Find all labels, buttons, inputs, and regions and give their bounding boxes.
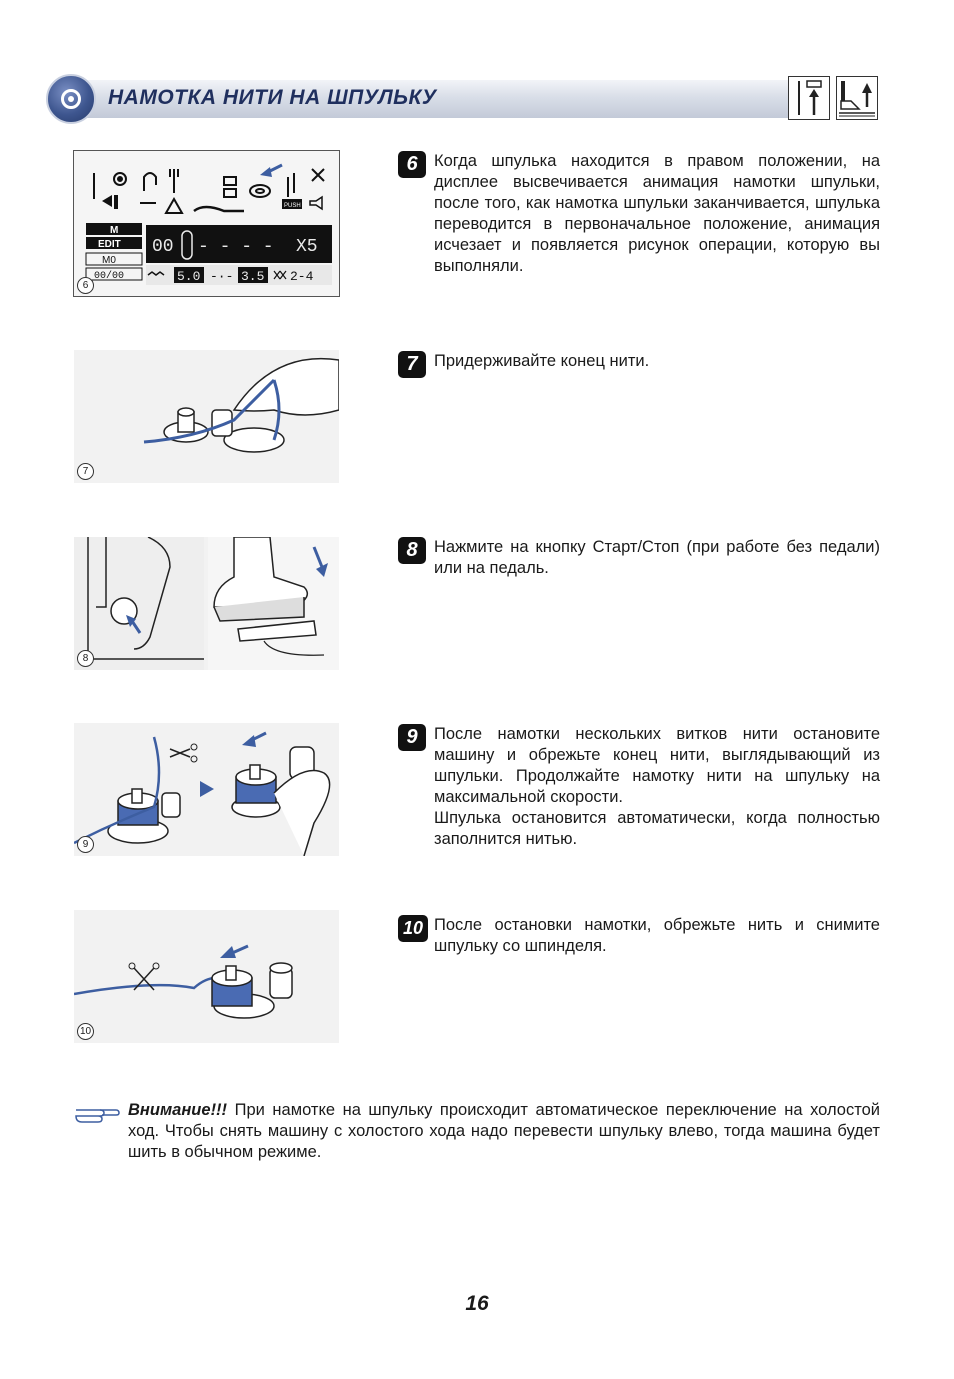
cut-thread-figure xyxy=(74,723,339,856)
page-number: 16 xyxy=(465,1292,489,1315)
mode-m-label: M xyxy=(110,225,119,236)
step-badge: 8 xyxy=(398,537,426,564)
lcd-digits-right: X5 xyxy=(296,237,318,257)
start-stop-figure xyxy=(74,537,339,670)
figure-number: 10 xyxy=(77,1023,94,1040)
mode-edit-label: EDIT xyxy=(98,239,121,250)
step-badge: 9 xyxy=(398,724,426,751)
step-text-secondary: Шпулька остановится автоматически, когда полностью заполнится нитью. xyxy=(434,809,880,848)
step-6 xyxy=(398,151,880,277)
lcd-length-value: 5.0 xyxy=(177,269,201,284)
figure-number: 6 xyxy=(77,277,94,294)
step-text: Придерживайте конец нити. xyxy=(434,352,650,370)
remove-bobbin-figure xyxy=(74,910,339,1043)
step-badge: 6 xyxy=(398,151,426,178)
note-body: При намотке на шпульку происходит автоматическое переключение на холостой ход. Чтобы снять машину с холостого хода надо перевести шпульку влево, тогда машина будет шить в обычном режиме. xyxy=(128,1101,880,1161)
lcd-display-figure xyxy=(73,150,340,297)
mode-counter-label: 00/00 xyxy=(94,271,125,282)
step-text: Когда шпулька находится в правом положении, на дисплее высвечивается анимация намотки шпульки, после того, как намотка шпульки заканчивается, шпулька переводится в первоначальное положение, анимация исчезает и появляется рисунок операции, которую вы выполняли. xyxy=(434,152,880,275)
figure-number: 8 xyxy=(77,650,94,667)
step-9 xyxy=(398,724,880,850)
step-text: Нажмите на кнопку Старт/Стоп (при работе без педали) или на педаль. xyxy=(434,538,880,577)
lcd-foot-value: 2-4 xyxy=(290,269,314,284)
note-heading: Внимание!!! xyxy=(128,1101,228,1119)
pointing-hand-icon xyxy=(74,1102,120,1124)
attention-note xyxy=(74,1100,880,1163)
hold-thread-figure xyxy=(74,350,339,483)
step-text: После намотки нескольких витков нити остановите машину и обрежьте конец нити, выглядывающий из шпульки. Продолжайте намотку нити на шпульку на максимальной скорости. xyxy=(434,725,880,806)
lcd-digits-dashes: - - - - xyxy=(198,237,274,257)
needle-up-icon xyxy=(788,76,830,120)
mode-m0-label: M0 xyxy=(102,255,116,266)
step-7 xyxy=(398,351,880,375)
page-title: НАМОТКА НИТИ НА ШПУЛЬКУ xyxy=(108,86,437,109)
note-text xyxy=(128,1100,880,1163)
step-text: После остановки намотки, обрежьте нить и снимите шпульку со шпинделя. xyxy=(434,916,880,955)
step-10 xyxy=(398,915,880,957)
step-badge: 7 xyxy=(398,351,426,378)
bobbin-emblem-icon xyxy=(46,74,96,124)
lcd-digits-left: 00 xyxy=(152,237,174,257)
push-label: PUSH xyxy=(284,203,301,209)
lcd-width-value: 3.5 xyxy=(241,269,265,284)
svg-text:-·-: -·- xyxy=(210,269,234,284)
presser-foot-up-icon xyxy=(836,76,878,120)
step-badge: 10 xyxy=(398,915,428,942)
step-8 xyxy=(398,537,880,579)
section-header xyxy=(46,74,882,124)
figure-number: 7 xyxy=(77,463,94,480)
figure-number: 9 xyxy=(77,836,94,853)
